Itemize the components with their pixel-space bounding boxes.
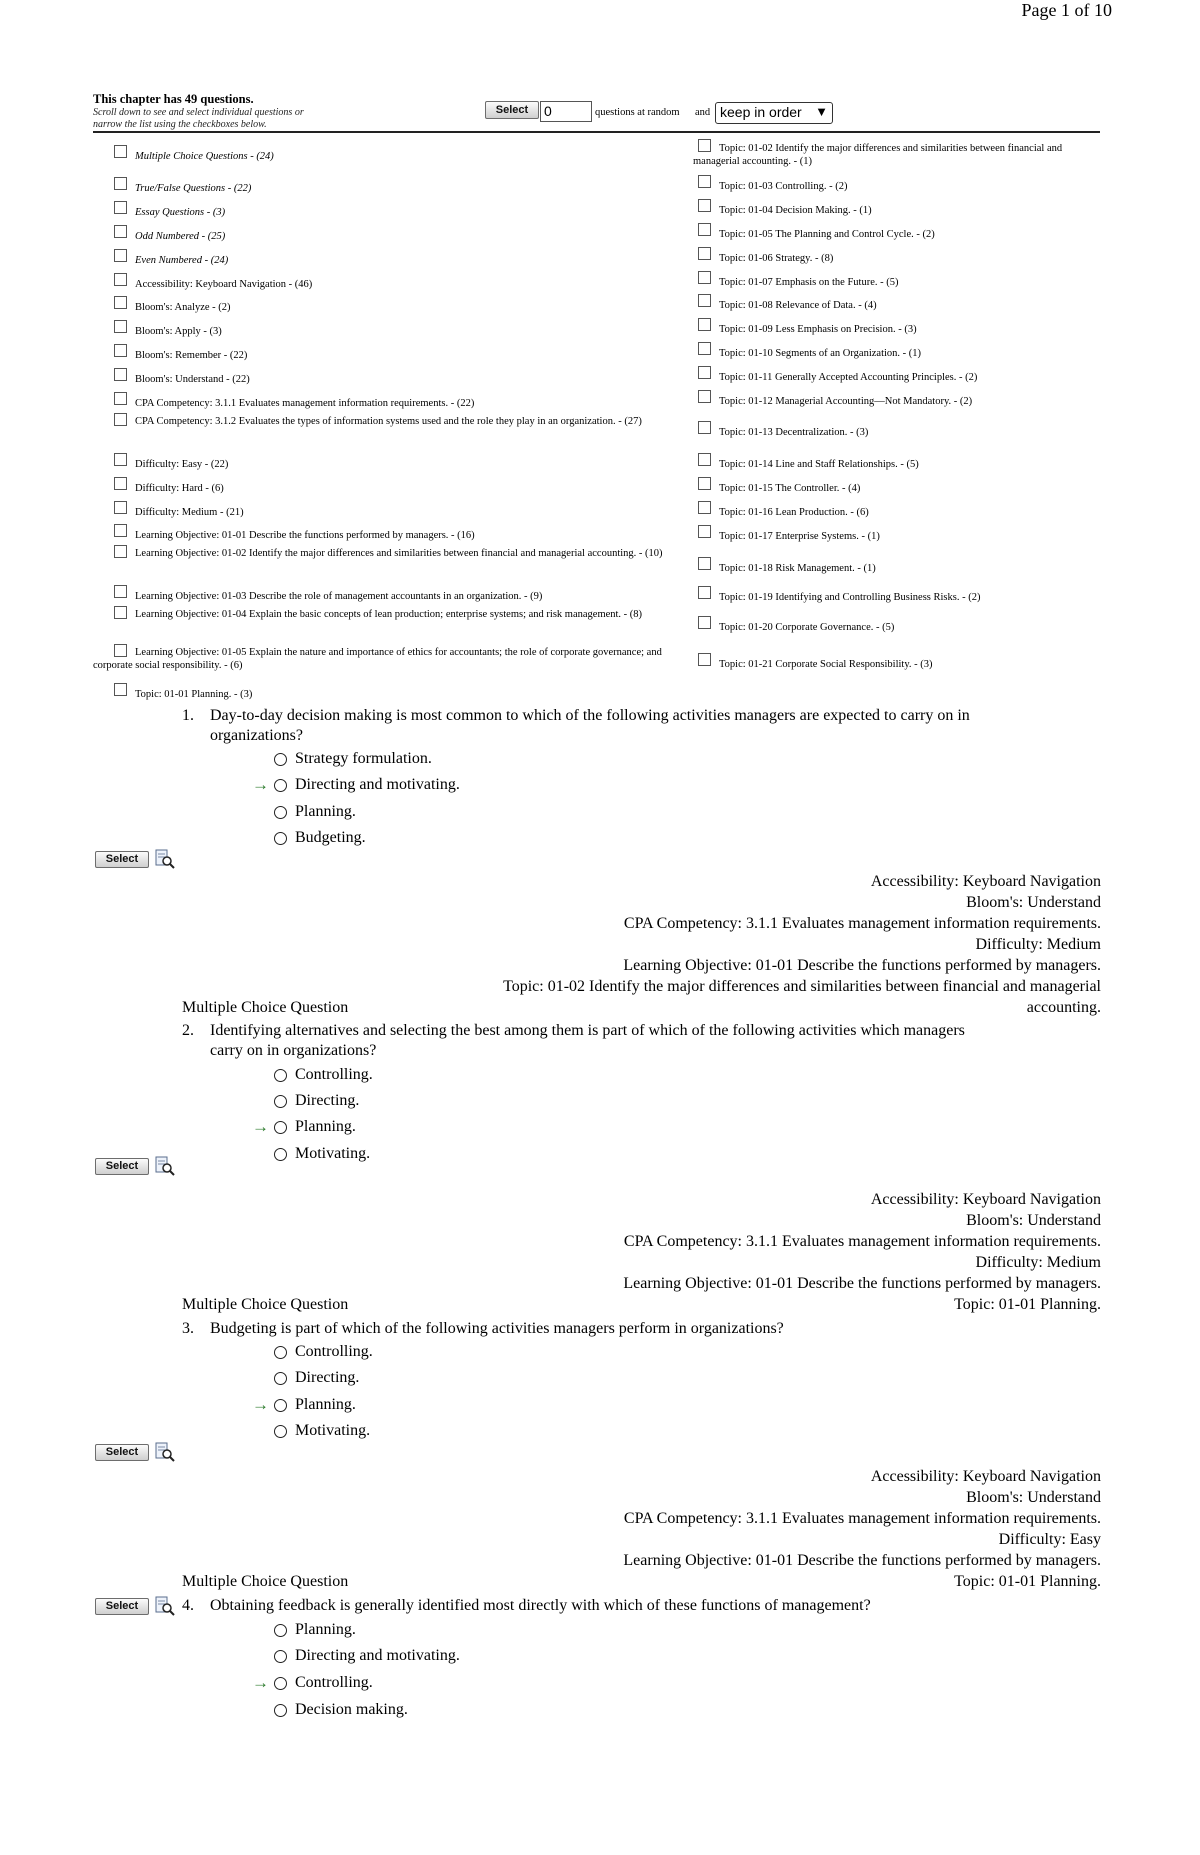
filter-checkbox[interactable] <box>698 294 711 307</box>
radio-button[interactable] <box>274 832 287 845</box>
filter-item[interactable] <box>93 644 668 672</box>
order-dropdown-value: keep in order <box>720 104 802 120</box>
question-type: Multiple Choice Question <box>182 1573 349 1590</box>
option-label: Directing and motivating. <box>295 776 460 793</box>
option-label: Motivating. <box>295 1145 371 1162</box>
option-label: Planning. <box>295 1118 356 1135</box>
chapter-question-count: This chapter has 49 questions. <box>93 92 254 106</box>
question-meta-line: accounting. <box>1026 999 1101 1016</box>
question-number: 2. <box>182 1022 194 1039</box>
question-meta-line: Difficulty: Medium <box>975 1254 1101 1271</box>
filter-label: Bloom's: Analyze - (2) <box>135 302 231 313</box>
question-number: 4. <box>182 1597 194 1614</box>
filter-checkbox[interactable] <box>698 390 711 403</box>
question-type: Multiple Choice Question <box>182 999 349 1016</box>
filter-label: Topic: 01-16 Lean Production. - (6) <box>719 507 869 518</box>
question-meta-line: Learning Objective: 01-01 Describe the functions performed by managers. <box>623 957 1101 974</box>
filter-checkbox[interactable] <box>698 318 711 331</box>
filter-checkbox[interactable] <box>114 145 127 158</box>
filter-item[interactable] <box>93 545 668 560</box>
option-label: Strategy formulation. <box>295 750 432 767</box>
filter-label: True/False Questions - (22) <box>135 183 252 194</box>
filter-checkbox[interactable] <box>698 421 711 434</box>
question-meta-line: Accessibility: Keyboard Navigation <box>870 873 1101 890</box>
correct-answer-arrow-icon: → <box>252 1673 269 1692</box>
filter-label: Topic: 01-02 Identify the major differences and similarities between financial and managerial accounting. - (1) <box>693 143 1063 167</box>
correct-answer-arrow-icon: → <box>252 775 269 794</box>
question-meta-line: Accessibility: Keyboard Navigation <box>870 1468 1101 1485</box>
question-meta-line: CPA Competency: 3.1.1 Evaluates management information requirements. <box>623 915 1101 932</box>
filter-checkbox[interactable] <box>698 199 711 212</box>
question-meta-line: Topic: 01-01 Planning. <box>954 1573 1101 1590</box>
filter-checkbox[interactable] <box>698 501 711 514</box>
option-label: Controlling. <box>295 1066 373 1083</box>
select-random-button[interactable]: Select <box>485 101 539 119</box>
radio-button[interactable] <box>274 1069 287 1082</box>
filter-label: Learning Objective: 01-01 Describe the functions performed by managers. - (16) <box>135 530 475 541</box>
filter-checkbox[interactable] <box>114 545 127 558</box>
preview-magnifier-icon[interactable] <box>155 1156 175 1176</box>
preview-magnifier-icon[interactable] <box>155 1442 175 1462</box>
filter-checkbox[interactable] <box>698 453 711 466</box>
filter-label: Topic: 01-21 Corporate Social Responsibility. - (3) <box>719 659 933 670</box>
filter-label: Topic: 01-04 Decision Making. - (1) <box>719 205 872 216</box>
question-number: 1. <box>182 707 194 724</box>
chapter-instructions: Scroll down to see and select individual questions or narrow the list using the checkboxes below. <box>93 107 304 130</box>
question-meta-line: Bloom's: Understand <box>966 1212 1101 1229</box>
option-label: Budgeting. <box>295 829 366 846</box>
filter-item[interactable] <box>693 139 1103 168</box>
and-label: and <box>695 107 711 118</box>
filter-checkbox[interactable] <box>698 616 711 629</box>
filter-label: Multiple Choice Questions - (24) <box>135 151 274 162</box>
filter-label: Bloom's: Remember - (22) <box>135 350 248 361</box>
filter-checkbox[interactable] <box>114 453 127 466</box>
filter-label: Difficulty: Hard - (6) <box>135 483 224 494</box>
filter-checkbox[interactable] <box>114 225 127 238</box>
filter-checkbox[interactable] <box>698 477 711 490</box>
filter-label: CPA Competency: 3.1.2 Evaluates the types of information systems used and the role they play in an organization. - (27) <box>135 416 642 427</box>
radio-button[interactable] <box>274 1372 287 1385</box>
filter-label: Topic: 01-20 Corporate Governance. - (5) <box>719 622 895 633</box>
filter-label: Topic: 01-12 Managerial Accounting—Not Mandatory. - (2) <box>719 396 973 407</box>
question-meta-line: Bloom's: Understand <box>966 894 1101 911</box>
chevron-down-icon: ▼ <box>815 104 828 119</box>
filter-label: Topic: 01-09 Less Emphasis on Precision. - (3) <box>719 324 917 335</box>
question-meta-line: Accessibility: Keyboard Navigation <box>870 1191 1101 1208</box>
question-text: carry on in organizations? <box>210 1042 377 1059</box>
filter-checkbox[interactable] <box>114 249 127 262</box>
filter-checkbox[interactable] <box>698 653 711 666</box>
question-meta-line: Bloom's: Understand <box>966 1489 1101 1506</box>
option-label: Motivating. <box>295 1422 371 1439</box>
filter-checkbox[interactable] <box>114 683 127 696</box>
radio-button[interactable] <box>274 806 287 819</box>
question-text: Budgeting is part of which of the following activities managers perform in organizations? <box>210 1320 784 1337</box>
question-meta-line: Topic: 01-02 Identify the major differences and similarities between financial and managerial <box>503 978 1101 995</box>
radio-button[interactable] <box>274 1677 287 1690</box>
filter-label: Odd Numbered - (25) <box>135 231 226 242</box>
question-text: Identifying alternatives and selecting the best among them is part of which of the following activities which managers <box>210 1022 965 1039</box>
radio-button[interactable] <box>274 1650 287 1663</box>
filter-checkbox[interactable] <box>698 525 711 538</box>
filter-checkbox[interactable] <box>114 413 127 426</box>
filter-checkbox[interactable] <box>114 320 127 333</box>
filter-label: Topic: 01-10 Segments of an Organization. - (1) <box>719 348 922 359</box>
filter-item[interactable] <box>93 606 668 621</box>
filter-checkbox[interactable] <box>698 247 711 260</box>
question-meta-line: Difficulty: Medium <box>975 936 1101 953</box>
question-text: Obtaining feedback is generally identified most directly with which of these functions of management? <box>210 1597 871 1614</box>
preview-magnifier-icon[interactable] <box>155 849 175 869</box>
random-label: questions at random <box>595 107 680 118</box>
filter-checkbox[interactable] <box>698 366 711 379</box>
option-label: Directing. <box>295 1092 360 1109</box>
option-label: Directing and motivating. <box>295 1647 460 1664</box>
option-label: Decision making. <box>295 1701 408 1718</box>
correct-answer-arrow-icon: → <box>252 1117 269 1136</box>
option-label: Planning. <box>295 803 356 820</box>
radio-button[interactable] <box>274 1704 287 1717</box>
option-label: Directing. <box>295 1369 360 1386</box>
select-question-button[interactable]: Select <box>95 1598 149 1615</box>
radio-button[interactable] <box>274 1399 287 1412</box>
filter-label: Topic: 01-19 Identifying and Controlling Business Risks. - (2) <box>719 592 981 603</box>
filter-label: Essay Questions - (3) <box>135 207 226 218</box>
filter-label: Bloom's: Apply - (3) <box>135 326 222 337</box>
filter-checkbox[interactable] <box>114 344 127 357</box>
header-divider <box>93 131 1100 133</box>
random-count-input[interactable]: 0 <box>540 101 592 122</box>
question-meta-line: Learning Objective: 01-01 Describe the functions performed by managers. <box>623 1552 1101 1569</box>
filter-label: Topic: 01-15 The Controller. - (4) <box>719 483 861 494</box>
filter-label: Learning Objective: 01-04 Explain the basic concepts of lean production; enterprise systems; and risk management. - (8) <box>135 609 643 620</box>
filter-label: Topic: 01-05 The Planning and Control Cycle. - (2) <box>719 229 935 240</box>
filter-label: Difficulty: Easy - (22) <box>135 459 229 470</box>
filter-checkbox[interactable] <box>114 368 127 381</box>
question-meta-line: CPA Competency: 3.1.1 Evaluates management information requirements. <box>623 1233 1101 1250</box>
radio-button[interactable] <box>274 1095 287 1108</box>
filter-checkbox[interactable] <box>698 139 711 152</box>
filter-checkbox[interactable] <box>114 392 127 405</box>
correct-answer-arrow-icon: → <box>252 1395 269 1414</box>
question-type: Multiple Choice Question <box>182 1296 349 1313</box>
radio-button[interactable] <box>274 779 287 792</box>
filter-checkbox[interactable] <box>114 585 127 598</box>
radio-button[interactable] <box>274 753 287 766</box>
filter-label: Topic: 01-14 Line and Staff Relationships. - (5) <box>719 459 919 470</box>
option-label: Controlling. <box>295 1343 373 1360</box>
filter-label: Learning Objective: 01-02 Identify the major differences and similarities between financial and managerial accounting. - (10) <box>135 548 663 559</box>
filter-checkbox[interactable] <box>114 606 127 619</box>
filter-label: Topic: 01-18 Risk Management. - (1) <box>719 563 876 574</box>
filter-label: Bloom's: Understand - (22) <box>135 374 250 385</box>
filter-label: Difficulty: Medium - (21) <box>135 507 244 518</box>
question-meta-line: Difficulty: Easy <box>998 1531 1101 1548</box>
filter-checkbox[interactable] <box>114 501 127 514</box>
filter-checkbox[interactable] <box>114 644 127 657</box>
filter-checkbox[interactable] <box>114 477 127 490</box>
filter-label: Accessibility: Keyboard Navigation - (46) <box>135 279 313 290</box>
filter-checkbox[interactable] <box>698 175 711 188</box>
radio-button[interactable] <box>274 1624 287 1637</box>
filter-label: Topic: 01-03 Controlling. - (2) <box>719 181 848 192</box>
radio-button[interactable] <box>274 1121 287 1134</box>
option-label: Controlling. <box>295 1674 373 1691</box>
question-meta-line: Learning Objective: 01-01 Describe the functions performed by managers. <box>623 1275 1101 1292</box>
filter-checkbox[interactable] <box>698 342 711 355</box>
filter-label: Topic: 01-07 Emphasis on the Future. - (5) <box>719 277 899 288</box>
filter-item[interactable] <box>93 413 668 428</box>
filter-checkbox[interactable] <box>698 223 711 236</box>
filter-label: Even Numbered - (24) <box>135 255 229 266</box>
question-number: 3. <box>182 1320 194 1337</box>
radio-button[interactable] <box>274 1425 287 1438</box>
filter-checkbox[interactable] <box>698 271 711 284</box>
filter-label: Learning Objective: 01-03 Describe the role of management accountants in an organization. - (9) <box>135 591 543 602</box>
filter-checkbox[interactable] <box>114 177 127 190</box>
question-text: Day-to-day decision making is most common to which of the following activities managers are expected to carry on in <box>210 707 970 724</box>
option-label: Planning. <box>295 1396 356 1413</box>
page-number: Page 1 of 10 <box>1021 0 1112 20</box>
radio-button[interactable] <box>274 1148 287 1161</box>
radio-button[interactable] <box>274 1346 287 1359</box>
select-question-button[interactable]: Select <box>95 1158 149 1175</box>
filter-checkbox[interactable] <box>698 586 711 599</box>
question-meta-line: CPA Competency: 3.1.1 Evaluates management information requirements. <box>623 1510 1101 1527</box>
filter-checkbox[interactable] <box>114 273 127 286</box>
select-question-button[interactable]: Select <box>95 851 149 868</box>
filter-label: Topic: 01-13 Decentralization. - (3) <box>719 427 869 438</box>
filter-label: Learning Objective: 01-05 Explain the nature and importance of ethics for accountants; the role of corporate governance; and corporate social responsibility. - (6) <box>93 647 662 671</box>
filter-checkbox[interactable] <box>114 296 127 309</box>
filter-label: Topic: 01-06 Strategy. - (8) <box>719 253 834 264</box>
filter-checkbox[interactable] <box>698 557 711 570</box>
preview-magnifier-icon[interactable] <box>155 1596 175 1616</box>
filter-label: CPA Competency: 3.1.1 Evaluates management information requirements. - (22) <box>135 398 475 409</box>
filter-label: Topic: 01-17 Enterprise Systems. - (1) <box>719 531 880 542</box>
order-dropdown[interactable] <box>715 102 833 124</box>
filter-checkbox[interactable] <box>114 201 127 214</box>
filter-label: Topic: 01-11 Generally Accepted Accounting Principles. - (2) <box>719 372 978 383</box>
question-meta-line: Topic: 01-01 Planning. <box>954 1296 1101 1313</box>
question-text: organizations? <box>210 727 304 744</box>
filter-label: Topic: 01-08 Relevance of Data. - (4) <box>719 300 877 311</box>
filter-checkbox[interactable] <box>114 524 127 537</box>
select-question-button[interactable]: Select <box>95 1444 149 1461</box>
filter-label: Topic: 01-01 Planning. - (3) <box>135 689 253 700</box>
option-label: Planning. <box>295 1621 356 1638</box>
